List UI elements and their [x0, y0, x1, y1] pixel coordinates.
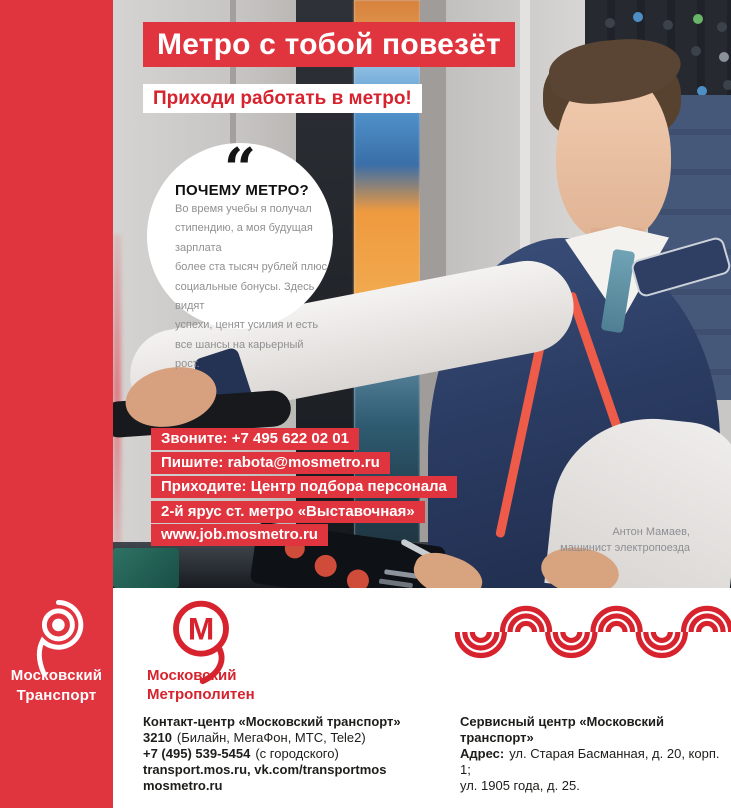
contact-center-block [143, 714, 443, 794]
quote-text [175, 200, 327, 375]
contact-banner-phone: Звоните: +7 495 622 02 01 [151, 428, 359, 450]
moscow-transport-label-line2: Транспорт [16, 687, 97, 704]
quote-line: успехи, ценят усилия и есть [175, 319, 319, 332]
metro-brand-label [147, 666, 255, 704]
metro-brand-line1: Московский [147, 667, 237, 684]
quote-line: более ста тысяч рублей плюс [175, 261, 327, 274]
contact-center-phone-line [143, 746, 443, 762]
quote-line: стипендию, а моя будущая зарплата [175, 222, 313, 254]
red-button [346, 568, 371, 588]
address-label: Адрес: [460, 746, 505, 761]
contact-banner-visit: Приходите: Центр подбора персонала [151, 476, 457, 498]
quote-mark-icon: “ [223, 136, 257, 202]
address-value: ул. Старая Басманная, д. 20, корп. 1; [460, 746, 720, 777]
service-center-block [460, 714, 730, 794]
photo-edge-glow [113, 235, 121, 545]
quote-line: Во время учебы я получал [175, 203, 312, 215]
metro-brand-line2: Метрополитен [147, 686, 255, 703]
quote-line: все шансы на карьерный рост. [175, 338, 304, 371]
caption-name: Антон Мамаев, [612, 526, 690, 538]
contact-center-site2: mosmetro.ru [143, 778, 223, 793]
city-phone: +7 (495) 539-5454 [143, 746, 251, 761]
contact-banner-station: 2-й ярус ст. метро «Выставочная» [151, 501, 425, 523]
contact-banner-website: www.job.mosmetro.ru [151, 524, 328, 546]
cab-display [113, 548, 179, 588]
service-center-title: Сервисный центр «Московский транспорт» [460, 714, 665, 745]
contact-center-title: Контакт-центр «Московский транспорт» [143, 714, 401, 729]
service-center-address-line1 [460, 746, 730, 778]
wave-pattern-icon [455, 598, 731, 664]
red-button [313, 553, 338, 578]
contact-center-short-number-line [143, 730, 443, 746]
photo-caption [480, 524, 690, 556]
left-brand-sidebar [0, 0, 113, 808]
moscow-transport-label-line1: Московский [10, 667, 103, 684]
quote-heading: ПОЧЕМУ МЕТРО? [175, 182, 309, 199]
poster-title: Метро с тобой повезёт [143, 22, 515, 67]
quote-bubble [147, 136, 333, 371]
service-center-address-line2: ул. 1905 года, д. 25. [460, 778, 580, 793]
equipment-lights [585, 0, 595, 10]
panel-bar [379, 579, 413, 588]
city-phone-note: (с городского) [255, 746, 339, 761]
contact-center-sites: transport.mos.ru, vk.com/transportmos [143, 762, 387, 777]
caption-role: машинист электропоезда [560, 542, 690, 554]
short-number-note: (Билайн, МегаФон, МТС, Tele2) [176, 730, 366, 745]
moscow-transport-logo-icon [22, 592, 92, 676]
moscow-transport-label [0, 666, 113, 706]
contact-banner-email: Пишите: rabota@mosmetro.ru [151, 452, 390, 474]
short-number: 3210 [143, 730, 172, 745]
quote-line: социальные бонусы. Здесь видят [175, 280, 315, 313]
poster-subtitle: Приходи работать в метро! [143, 84, 422, 113]
footer [113, 588, 731, 808]
metro-logo-letter: М [187, 610, 215, 647]
